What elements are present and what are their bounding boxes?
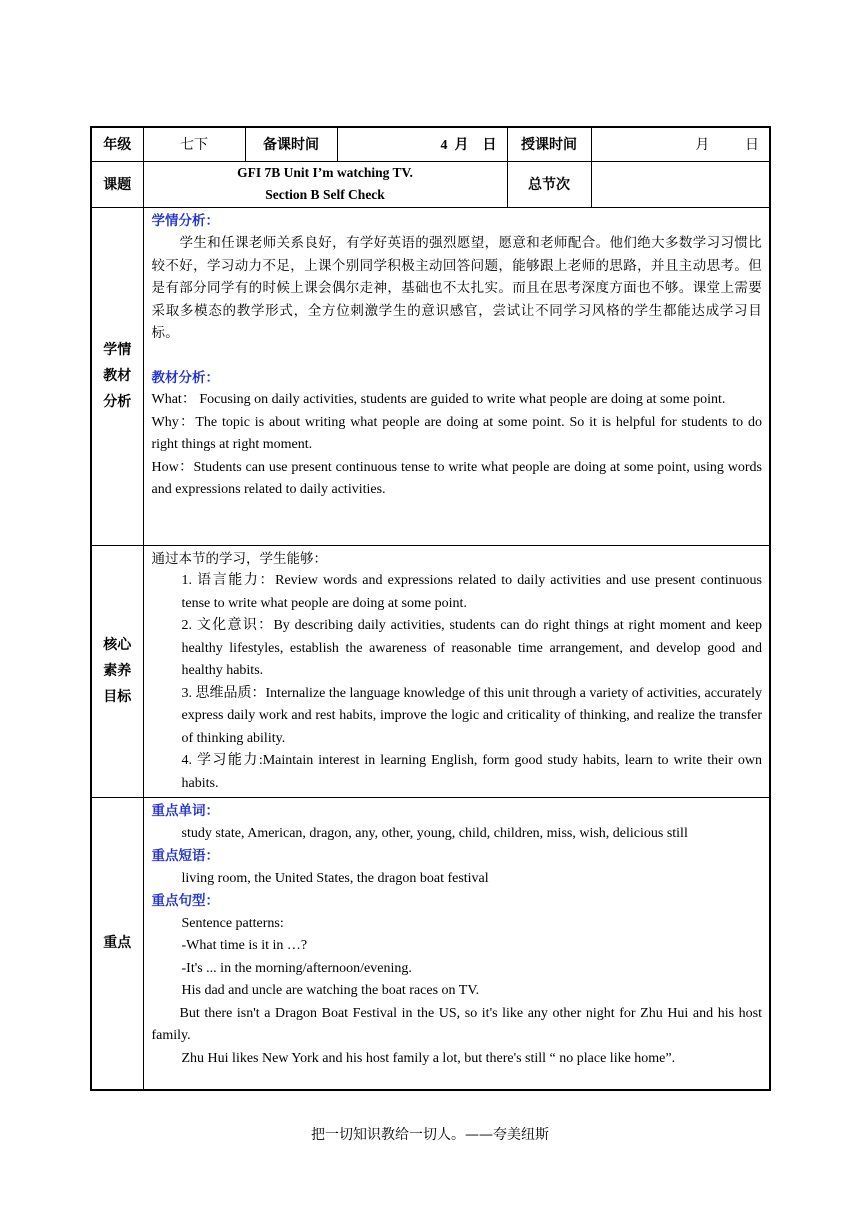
sentence-line: Sentence patterns: (181, 915, 284, 931)
key-points-label: 重点 (91, 798, 143, 1090)
material-how: How：Students can use present continuous tense to write what people are doing at some point, using words and expressions related to daily activities. (151, 459, 762, 497)
lesson-title-line1: GFI 7B Unit I’m watching TV. (237, 165, 413, 180)
sentence-line: -What time is it in …? (181, 938, 308, 953)
prep-date: 4 月 日 (337, 127, 507, 161)
goals-row (91, 545, 770, 798)
goals-content (143, 545, 770, 798)
sentence-line: Zhu Hui likes New York and his host family a lot, but there's still “ no place like home”. (181, 1050, 676, 1066)
key-phrases: living room, the United States, the dragon boat festival (181, 870, 489, 886)
lesson-title-line2: Section B Self Check (265, 187, 385, 202)
sentence-line: -It's ... in the morning/afternoon/evening. (181, 960, 412, 976)
key-points-content (143, 798, 770, 1090)
teach-date: 月 日 (591, 127, 770, 161)
analysis-row (91, 207, 770, 545)
sentence-line: But there isn't a Dragon Boat Festival in the US, so it's like any other night for Zhu Hui and his host family. (151, 1005, 762, 1043)
total-lessons-label: 总节次 (507, 161, 591, 207)
teach-time-label: 授课时间 (507, 127, 591, 161)
topic-row (91, 161, 770, 207)
analysis-label: 学情 教材 分析 (91, 207, 143, 545)
student-analysis-heading: 学情分析： (151, 212, 219, 229)
header-row (91, 127, 770, 161)
material-analysis-heading: 教材分析： (151, 369, 219, 386)
sentence-line: His dad and uncle are watching the boat races on TV. (181, 983, 480, 998)
goals-label: 核心 素养 目标 (91, 545, 143, 798)
key-points-row (91, 798, 770, 1090)
lesson-title (143, 161, 507, 207)
footer-quote: 把一切知识教给一切人。——夸美纽斯 (311, 1127, 549, 1143)
goal-item: 1. 语言能力：Review words and expressions related to daily activities and use present continuous tense to write what people are doing at some point. (181, 573, 762, 611)
key-phrases-heading: 重点短语： (151, 848, 219, 864)
prep-time-label: 备课时间 (245, 127, 337, 161)
grade-label: 年级 (91, 127, 143, 161)
grade-value: 七下 (143, 127, 245, 161)
student-analysis-text: 学生和任课老师关系良好，有学好英语的强烈愿望，愿意和老师配合。他们绝大多数学习习惯比较不好，学习动力不足，上课个别同学积极主动回答问题，能够跟上老师的思路，并且主动思考。但是有部分同学有的时候上课会偶尔走神，基础也不太扎实。而且在思考深度方面也不够。课堂上需要采取多模态的教学形式，全方位刺激学生的意识感官，尝试让不同学习风格的学生都能达成学习目标。 (151, 235, 762, 341)
material-why: Why：The topic is about writing what people are doing at some point. So it is helpful for students to do right things at right moment. (151, 414, 762, 452)
goal-item: 4. 学习能力:Maintain interest in learning English, form good study habits, learn to write their own habits. (181, 753, 762, 791)
topic-label: 课题 (91, 161, 143, 207)
goal-item: 3. 思维品质：Internalize the language knowledge of this unit through a variety of activities, accurately express daily work and rest habits, improve the logic and criticality of thinking, and realize the transfer of thinking ability. (181, 685, 762, 746)
key-words: study state, American, dragon, any, other, young, child, children, miss, wish, delicious still (181, 825, 688, 841)
goals-intro: 通过本节的学习，学生能够： (151, 550, 327, 567)
key-sentences-heading: 重点句型： (151, 893, 219, 909)
lesson-plan-table (90, 126, 771, 1091)
material-what: What： Focusing on daily activities, students are guided to write what people are doing at some point. (151, 392, 726, 407)
goal-item: 2. 文化意识：By describing daily activities, students can do right things at right moment and keep healthy lifestyles, establish the awareness of reasonable time arrangement, and develop good and healthy habits. (181, 618, 762, 678)
key-words-heading: 重点单词： (151, 803, 219, 819)
total-lessons-value (591, 161, 770, 207)
analysis-content (143, 207, 770, 545)
